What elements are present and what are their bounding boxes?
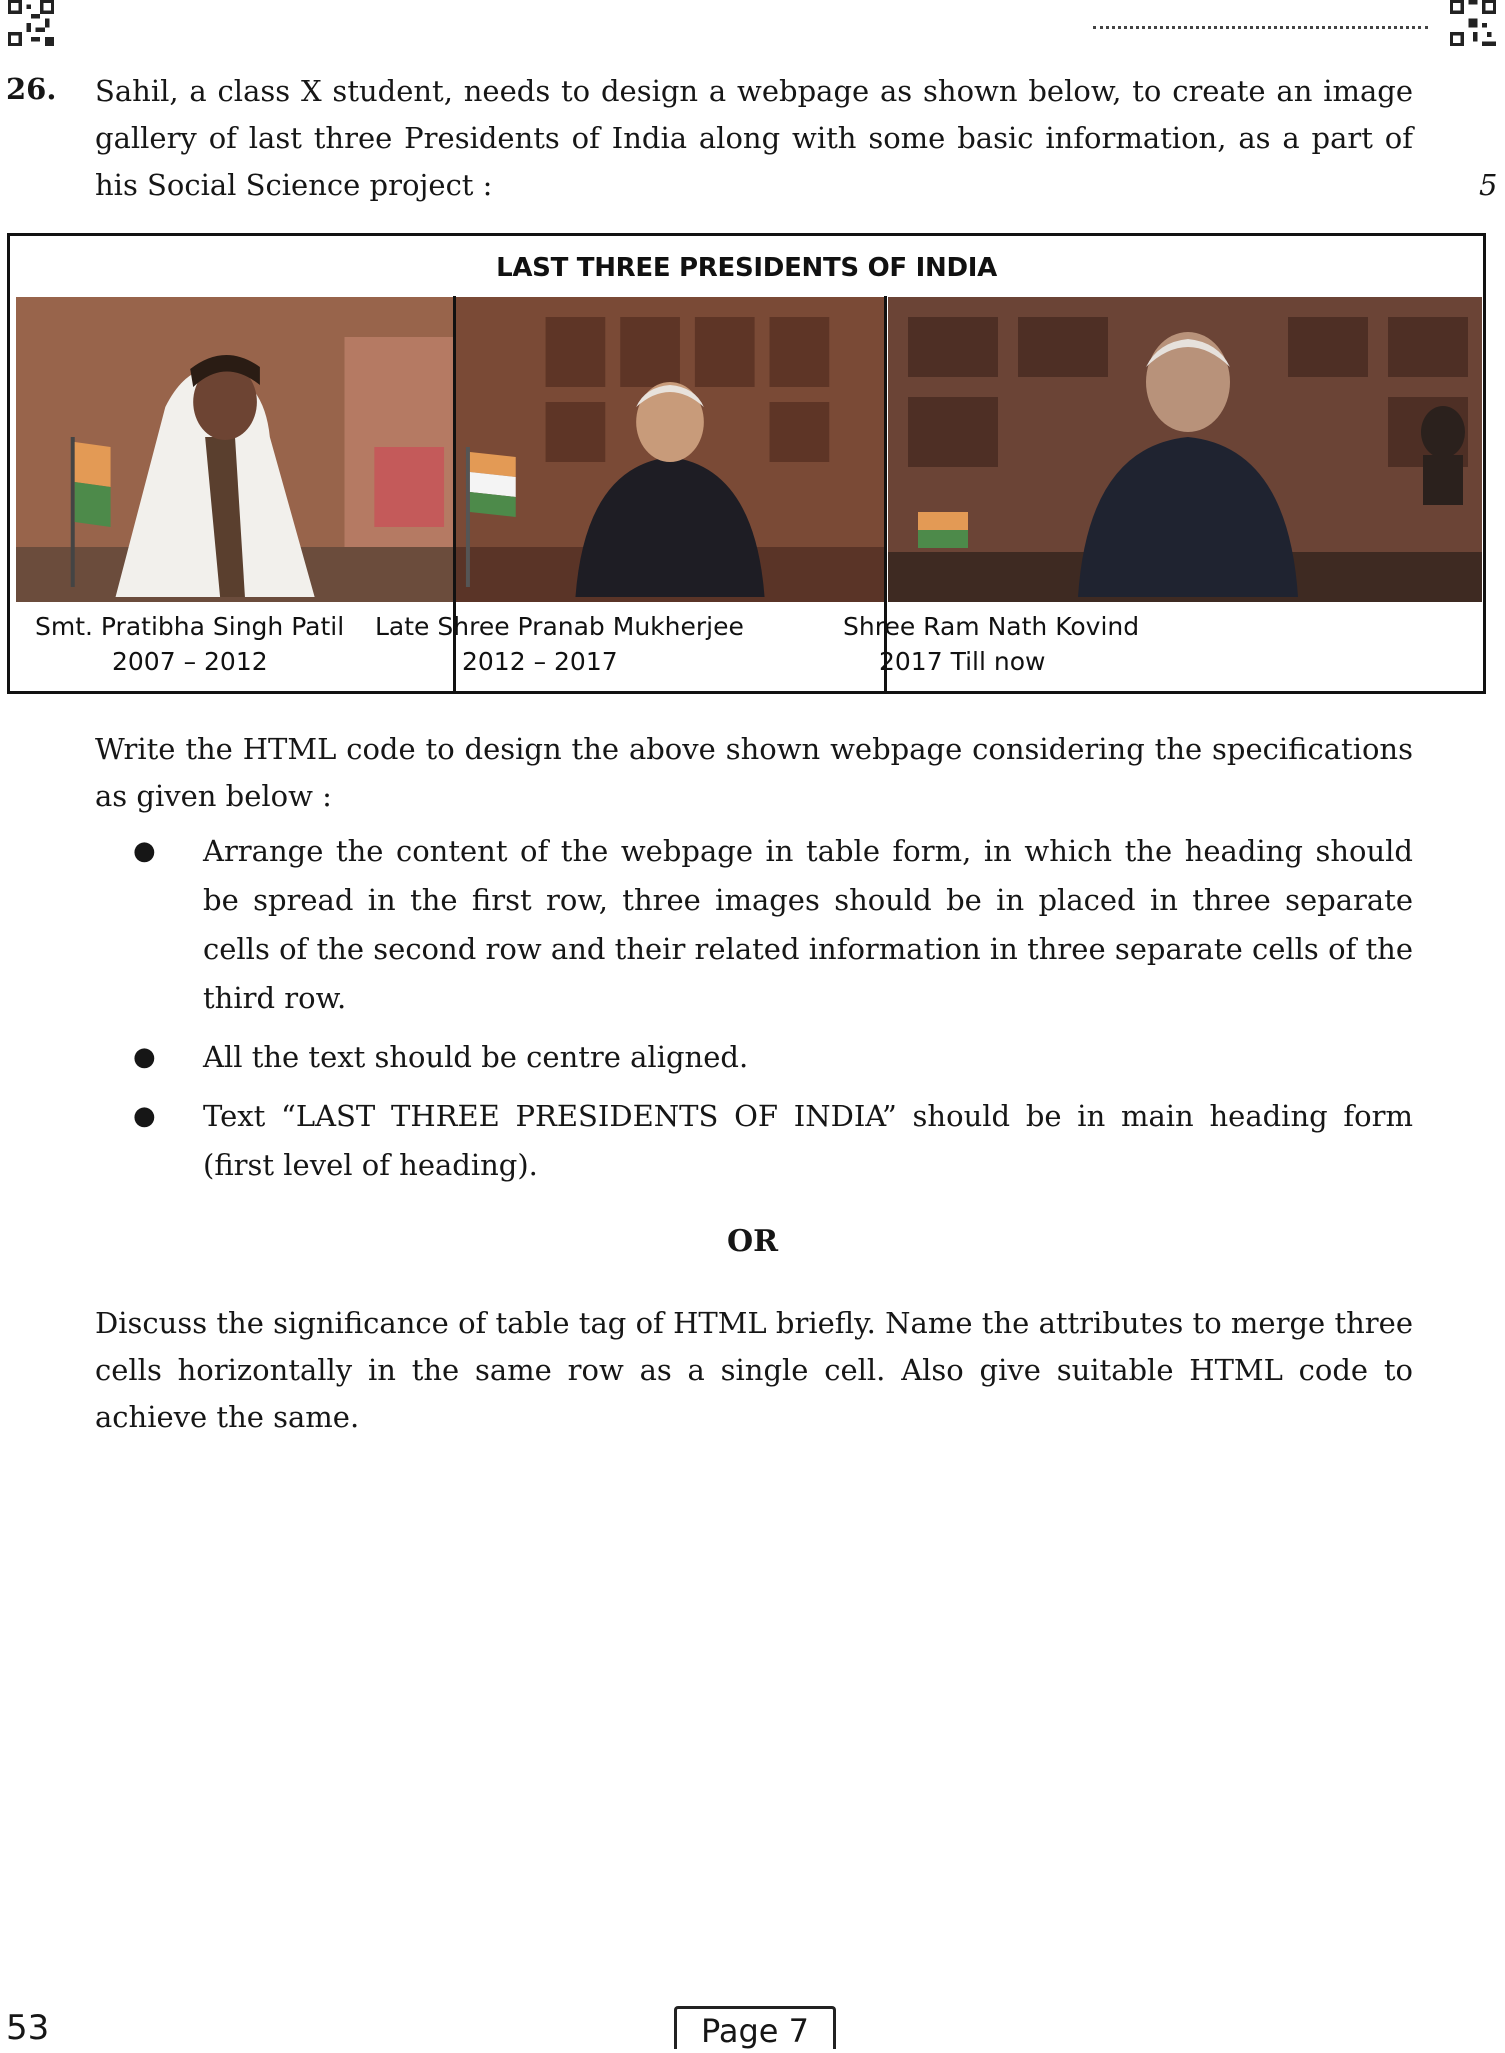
president-3-term: 2017 Till now <box>879 647 1046 676</box>
president-photo-1 <box>16 297 454 602</box>
paper-code: 53 <box>6 2008 50 2048</box>
president-2-term: 2012 – 2017 <box>462 647 618 676</box>
instructions-list <box>95 827 1413 1200</box>
qr-code-icon <box>8 0 54 46</box>
bullet-icon: ● <box>133 836 156 866</box>
or-label: OR <box>726 1224 779 1259</box>
list-item <box>95 827 1413 1023</box>
bullet-icon: ● <box>133 1101 156 1131</box>
question-marks: 5 <box>1479 168 1498 202</box>
list-item <box>95 1092 1413 1190</box>
bullet-text: All the text should be centre aligned. <box>203 1040 749 1074</box>
alternative-question: Discuss the significance of table tag of HTML briefly. Name the attributes to merge three cells horizontally in the same row as a single cell. Also give suitable HTML code to achieve the same. <box>95 1306 1413 1434</box>
list-item <box>95 1033 1413 1082</box>
question-intro: Sahil, a class X student, needs to design a webpage as shown below, to create an image gallery of last three Presidents of India along with some basic information, as a part of his Social Science project : <box>95 74 1413 202</box>
bullet-text: Text “LAST THREE PRESIDENTS OF INDIA” should be in main heading form (first level of heading). <box>203 1099 1413 1182</box>
question-number: 26. <box>6 72 57 106</box>
bullet-icon: ● <box>133 1042 156 1072</box>
president-photo-2 <box>456 297 884 602</box>
page-number: Page 7 <box>674 2006 836 2049</box>
figure-title: LAST THREE PRESIDENTS OF INDIA <box>496 253 997 283</box>
president-3-name: Shree Ram Nath Kovind <box>843 612 1140 641</box>
bullet-text: Arrange the content of the webpage in table form, in which the heading should be spread in the first row, three images should be in placed in three separate cells of the second row and their related information in three separate cells of the third row. <box>203 834 1413 1015</box>
president-photo-3 <box>888 297 1482 602</box>
president-1-term: 2007 – 2012 <box>112 647 268 676</box>
presidents-figure <box>7 233 1486 694</box>
president-2-name: Late Shree Pranab Mukherjee <box>375 612 744 641</box>
president-1-name: Smt. Pratibha Singh Patil <box>35 612 345 641</box>
instructions-lead: Write the HTML code to design the above shown webpage considering the specifications as given below : <box>95 732 1413 813</box>
name-rule <box>1093 26 1428 29</box>
qr-code-icon <box>1450 0 1496 46</box>
